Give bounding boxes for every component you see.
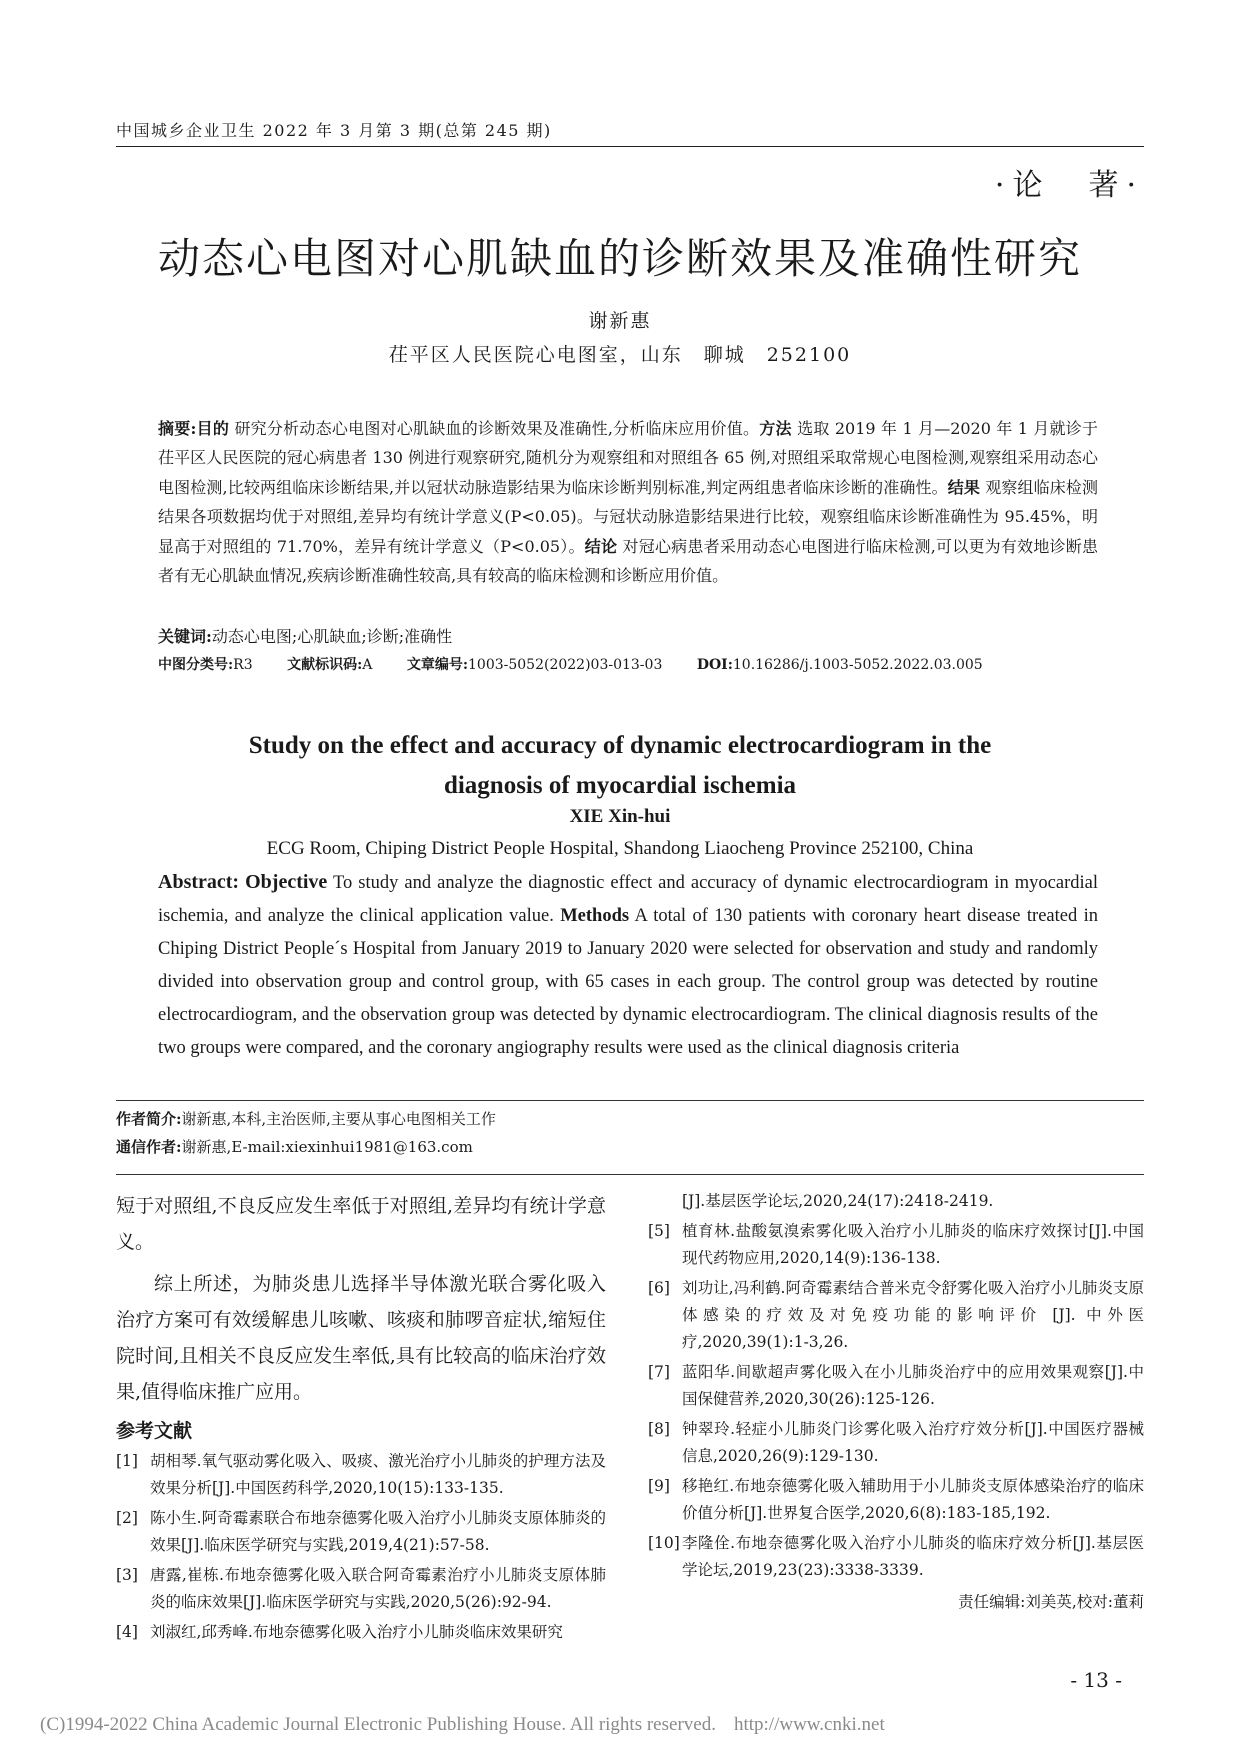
reference-item-continued: [J].基层医学论坛,2020,24(17):2418-2419. — [682, 1192, 994, 1210]
reference-item: [7] 蓝阳华.间歇超声雾化吸入在小儿肺炎治疗中的应用效果观察[J].中国保健营养,2020,30(26):125-126. — [648, 1363, 1144, 1408]
keywords-value: 动态心电图;心肌缺血;诊断;准确性 — [211, 627, 453, 646]
article-number-value: 1003-5052(2022)03-013-03 — [468, 657, 663, 673]
reference-item: [8] 钟翠玲.轻症小儿肺炎门诊雾化吸入治疗疗效分析[J].中国医疗器械信息,2020,26(9):129-130. — [648, 1420, 1144, 1465]
affiliation-zh: 茌平区人民医院心电图室，山东 聊城 252100 — [388, 344, 852, 366]
reference-item: [3] 唐露,崔栋.布地奈德雾化吸入联合阿奇霉素治疗小儿肺炎支原体肺炎的临床效果[J].临床医学研究与实践,2020,5(26):92-94. — [116, 1566, 606, 1611]
footnote-rule — [116, 1100, 1144, 1101]
results-text: 观察组临床检测结果各项数据均优于对照组,差异均有统计学意义(P<0.05)。与冠状动脉造影结果进行比较，观察组临床诊断准确性为 95.45%，明显高于对照组的 71.70%，差异有统计学意义（P<0.05）。 — [158, 477, 1098, 556]
conclusion-label: 结论 — [584, 536, 618, 556]
methods-label: 方法 — [759, 419, 792, 438]
abstract-label: 摘要: — [158, 419, 197, 438]
correspondence-footnote — [116, 1136, 473, 1157]
reference-item: [9] 移艳红.布地奈德雾化吸入辅助用于小儿肺炎支原体感染治疗的临床价值分析[J].世界复合医学,2020,6(8):183-185,192. — [648, 1477, 1144, 1522]
abstract-en — [158, 866, 1098, 1065]
author-intro-text: 谢新惠,本科,主治医师,主要从事心电图相关工作 — [181, 1110, 496, 1128]
journal-header: 中国城乡企业卫生 2022 年 3 月第 3 期(总第 245 期) — [116, 121, 552, 140]
doc-code-label: 文献标识码: — [287, 657, 363, 673]
author-intro-label: 作者简介: — [116, 1110, 182, 1128]
article-title-zh: 动态心电图对心肌缺血的诊断效果及准确性研究 — [157, 234, 1082, 283]
column-rule — [116, 1174, 1144, 1175]
copyright-notice: (C)1994-2022 China Academic Journal Electronic Publishing House. All rights reserved. — [40, 1714, 716, 1735]
author-intro-footnote — [116, 1108, 496, 1129]
conclusion-text: 对冠心病患者采用动态心电图进行临床检测,可以更为有效地诊断患者有无心肌缺血情况,疾病诊断准确性较高,具有较高的临床检测和诊断应用价值。 — [158, 536, 1098, 586]
editor-line: 责任编辑:刘美英,校对:董莉 — [958, 1593, 1144, 1611]
objective-en-label: Objective — [245, 871, 328, 893]
objective-text: 研究分析动态心电图对心肌缺血的诊断效果及准确性,分析临床应用价值。 — [234, 419, 760, 438]
doi-label: DOI: — [696, 657, 733, 673]
page-number: - 13 - — [1070, 1668, 1122, 1692]
reference-item: [10] 李隆佺.布地奈德雾化吸入治疗小儿肺炎的临床疗效分析[J].基层医学论坛,2019,23(23):3338-3339. — [648, 1534, 1144, 1579]
article-title-en — [0, 726, 1240, 806]
body-paragraph-1: 短于对照组,不良反应发生率低于对照组,差异均有统计学意义。 — [116, 1195, 606, 1253]
article-number-label: 文章编号: — [406, 657, 468, 673]
reference-item: [1] 胡相琴.氧气驱动雾化吸入、吸痰、激光治疗小儿肺炎的护理方法及效果分析[J].中国医药科学,2020,10(15):133-135. — [116, 1452, 606, 1497]
reference-item: [2] 陈小生.阿奇霉素联合布地奈德雾化吸入治疗小儿肺炎支原体肺炎的效果[J].临床医学研究与实践,2019,4(21):57-58. — [116, 1509, 606, 1554]
article-title-en-line1: Study on the effect and accuracy of dynamic electrocardiogram in the — [248, 732, 992, 759]
author-name-en: XIE Xin-hui — [569, 806, 671, 827]
classification-line — [158, 654, 1013, 674]
keywords-line — [158, 624, 452, 647]
left-column-body — [116, 1188, 606, 1410]
author-name-zh: 谢新惠 — [588, 310, 652, 332]
copyright-footer — [40, 1714, 903, 1736]
keywords-label: 关键词: — [158, 627, 212, 646]
doc-code-value: A — [362, 657, 373, 673]
correspondence-text: 谢新惠,E-mail:xiexinhui1981@163.com — [181, 1138, 473, 1156]
clc-label: 中图分类号: — [158, 657, 234, 673]
reference-item: [6] 刘功让,冯利鹤.阿奇霉素结合普米克令舒雾化吸入治疗小儿肺炎支原体感染的疗效及对免疫功能的影响评价 [J]. 中外医疗,2020,39(1):1-3,26. — [648, 1279, 1144, 1351]
results-label: 结果 — [947, 477, 980, 497]
clc-value: R3 — [233, 657, 253, 673]
methods-en-label: Methods — [560, 906, 630, 926]
references-heading: 参考文献 — [116, 1420, 193, 1442]
affiliation-en: ECG Room, Chiping District People Hospital, Shandong Liaocheng Province 252100, China — [266, 838, 974, 859]
reference-item: [5] 植育林.盐酸氨溴索雾化吸入治疗小儿肺炎的临床疗效探讨[J].中国现代药物应用,2020,14(9):136-138. — [648, 1222, 1144, 1267]
reference-item: [4] 刘淑红,邱秀峰.布地奈德雾化吸入治疗小儿肺炎临床效果研究 — [116, 1623, 563, 1641]
references-right — [648, 1188, 1144, 1587]
references-left — [116, 1448, 606, 1649]
abstract-en-label: Abstract: — [158, 871, 240, 893]
doi-value: 10.16286/j.1003-5052.2022.03.005 — [732, 657, 983, 673]
methods-en-text: A total of 130 patients with coronary heart disease treated in Chiping District People´s Hospital from January 2019 to January 2020 were selected for observation and study and randomly divided into observation group and control group, with 65 cases in each group. The control group was detected by routine electrocardiogram, and the observation group was detected by dynamic electrocardiogram. The clinical diagnosis results of the two groups were compared, and the coronary angiography results were used as the clinical diagnosis criteria — [158, 906, 1099, 1058]
objective-label: 目的 — [196, 419, 230, 438]
abstract-zh — [158, 414, 1098, 590]
objective-en-text: To study and analyze the diagnostic effect and accuracy of dynamic electrocardiogram in myocardial ischemia, and analyze the clinical application value. — [158, 873, 1099, 926]
body-paragraph-2: 综上所述，为肺炎患儿选择半导体激光联合雾化吸入治疗方案可有效缓解患儿咳嗽、咳痰和肺啰音症状,缩短住院时间,且相关不良反应发生率低,具有比较高的临床治疗效果,值得临床推广应用。 — [116, 1273, 606, 1403]
correspondence-label: 通信作者: — [116, 1138, 182, 1156]
cnki-link[interactable]: http://www.cnki.net — [733, 1714, 885, 1735]
header-rule — [116, 146, 1144, 147]
article-title-en-line2: diagnosis of myocardial ischemia — [443, 772, 797, 799]
section-tag: ·论 著· — [994, 168, 1144, 203]
methods-text: 选取 2019 年 1 月—2020 年 1 月就诊于茌平区人民医院的冠心病患者 130 例进行观察研究,随机分为观察组和对照组各 65 例,对照组采取常规心电图检测,观察组采用动态心电图检测,比较两组临床诊断结果,并以冠状动脉造影结果为临床诊断判别标准,判定两组患者临床诊断的准确性。 — [158, 419, 1098, 497]
